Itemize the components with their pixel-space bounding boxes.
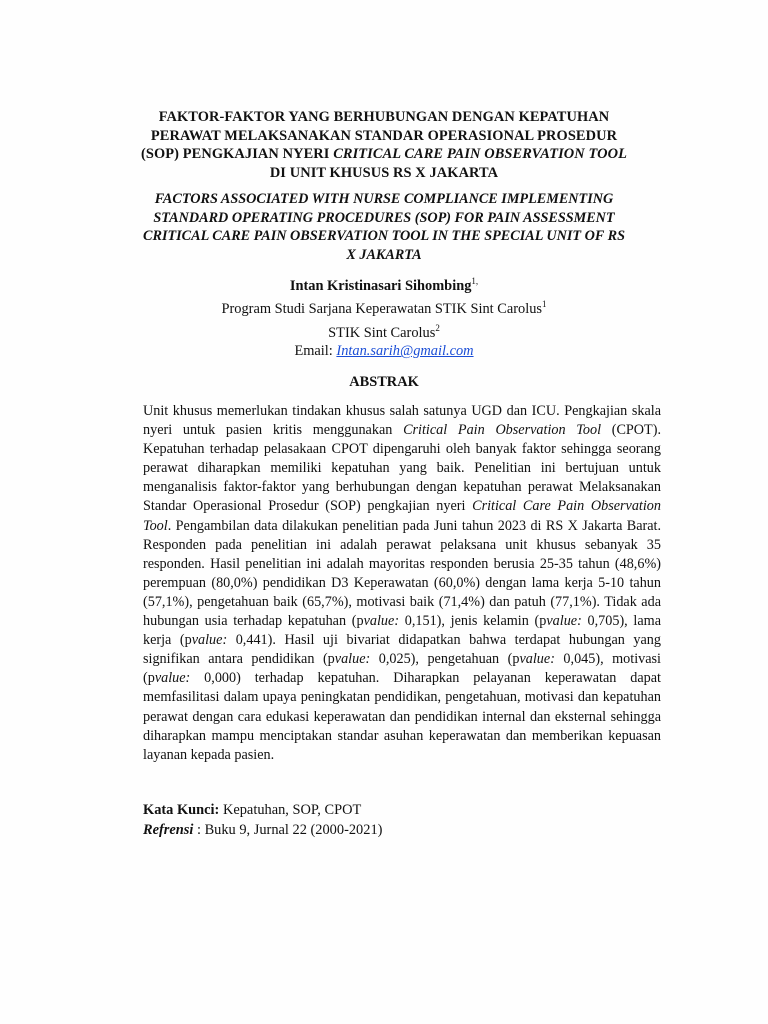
author-block: [130, 272, 638, 361]
email-label: Email:: [294, 343, 337, 360]
abstract-italic: Critical Care Pain Observation Tool: [143, 498, 661, 534]
pvalue-italic: value:: [546, 613, 582, 630]
references-label: Refrensi: [143, 822, 194, 838]
title-en-line: CRITICAL CARE PAIN OBSERVATION TOOL IN THE SPECIAL UNIT OF RS: [143, 228, 625, 245]
title-indonesian: [130, 108, 638, 182]
pvalue-italic: value:: [191, 632, 228, 649]
title-id-line: PERAWAT MELAKSANAKAN STANDAR OPERASIONAL PROSEDUR: [150, 127, 618, 144]
title-en-line: STANDARD OPERATING PROCEDURES (SOP) FOR PAIN ASSESSMENT: [153, 209, 615, 226]
affiliation-2: STIK Sint Carolus: [328, 324, 436, 341]
affiliation-2-superscript: 2: [435, 322, 440, 333]
abstract-text: . Pengambilan data dilakukan penelitian pada Juni tahun 2023 di RS X Jakarta Barat. Responden pada penelitian ini adalah perawat pelaksana unit khusus sebanyak 35 responden. Hasil penelitian ini adalah mayoritas responden berusia 25-35 tahun (48,6%) perempuan (80,0%) pendidikan D3 Keperawatan (60,0%) dengan lama kerja 5-10 tahun (57,1%), pengetahuan baik (65,7%), motivasi baik (71,4%) dan patuh (77,1%). Tidak ada hubungan usia terhadap kepatuhan (p: [143, 517, 661, 630]
affiliation-1: Program Studi Sarjana Keperawatan STIK Sint Carolus: [221, 301, 543, 318]
abstract-text: 0,025), pengetahuan (p: [370, 651, 520, 668]
title-en-line: X JAKARTA: [346, 246, 422, 263]
author-name: Intan Kristinasari Sihombing: [289, 277, 472, 294]
title-id-line: DI UNIT KHUSUS RS X JAKARTA: [269, 164, 499, 181]
title-en-line: FACTORS ASSOCIATED WITH NURSE COMPLIANCE IMPLEMENTING: [154, 191, 614, 207]
abstract-text: 0,000) terhadap kepatuhan. Diharapkan pelayanan keperawatan dapat memfasilitasi dalam upaya peningkatan pendidikan, pengetahuan, motivasi dan kepatuhan perawat dengan cara edukasi keperawatan dan pendidikan internal dan eksternal sehingga diharapkan mampu menciptakan standar asuhan keperawatan dan memberikan kepuasan layanan kepada pasien.: [143, 670, 661, 763]
abstract-text: 0,441). Hasil uji bivariat didapatkan bahwa terdapat hubungan yang signifikan antara pendidikan (p: [143, 632, 661, 668]
affiliation-1-superscript: 1: [542, 299, 547, 310]
abstract-text: 0,705), lama kerja (p: [143, 613, 661, 649]
affiliation-line: [130, 319, 638, 342]
title-id-line: [130, 145, 638, 164]
pvalue-italic: value:: [154, 670, 191, 687]
keywords-line: [143, 800, 661, 820]
keywords-label: Kata Kunci:: [143, 802, 220, 818]
author-superscript: 1,: [471, 276, 479, 286]
references-value: : Buku 9, Jurnal 22 (2000-2021): [193, 822, 383, 838]
author-line: [130, 272, 638, 295]
abstract-text: 0,151), jenis kelamin (p: [399, 613, 547, 630]
pvalue-italic: value:: [519, 651, 555, 668]
email-link[interactable]: Intan.sarih@gmail.com: [336, 343, 474, 360]
title-id-italic: CRITICAL CARE PAIN OBSERVATION TOOL: [333, 146, 627, 163]
title-id-line: FAKTOR-FAKTOR YANG BERHUBUNGAN DENGAN KEPATUHAN: [158, 109, 610, 125]
email-line: [130, 342, 638, 361]
abstract-text: Unit khusus memerlukan tindakan khusus salah satunya UGD dan ICU. Pengkajian skala nyeri untuk pasien kritis menggunakan: [143, 403, 661, 439]
title-english: [130, 190, 638, 264]
references-line: [143, 820, 661, 840]
title-id-text: (SOP) PENGKAJIAN NYERI: [141, 146, 334, 163]
keywords-block: [143, 800, 661, 840]
affiliation-line: [130, 295, 638, 318]
abstract-text: 0,045), motivasi (p: [143, 651, 661, 687]
pvalue-italic: value:: [334, 651, 371, 668]
abstract-italic: Critical Pain Observation Tool: [403, 422, 602, 439]
keywords-value: Kepatuhan, SOP, CPOT: [219, 802, 362, 818]
abstract-heading: ABSTRAK: [349, 374, 419, 390]
abstract-body: [143, 402, 661, 765]
abstract-text: (CPOT). Kepatuhan terhadap pelasakaan CPOT dipengaruhi oleh banyak faktor sehingga seorang perawat diharapkan memiliki kepatuhan yang baik. Penelitian ini bertujuan untuk menganalisis faktor-faktor yang berhubungan dengan kepatuhan perawat Melaksanakan Standar Operasional Prosedur (SOP) pengkajian nyeri: [143, 422, 661, 515]
pvalue-italic: value:: [363, 613, 400, 630]
